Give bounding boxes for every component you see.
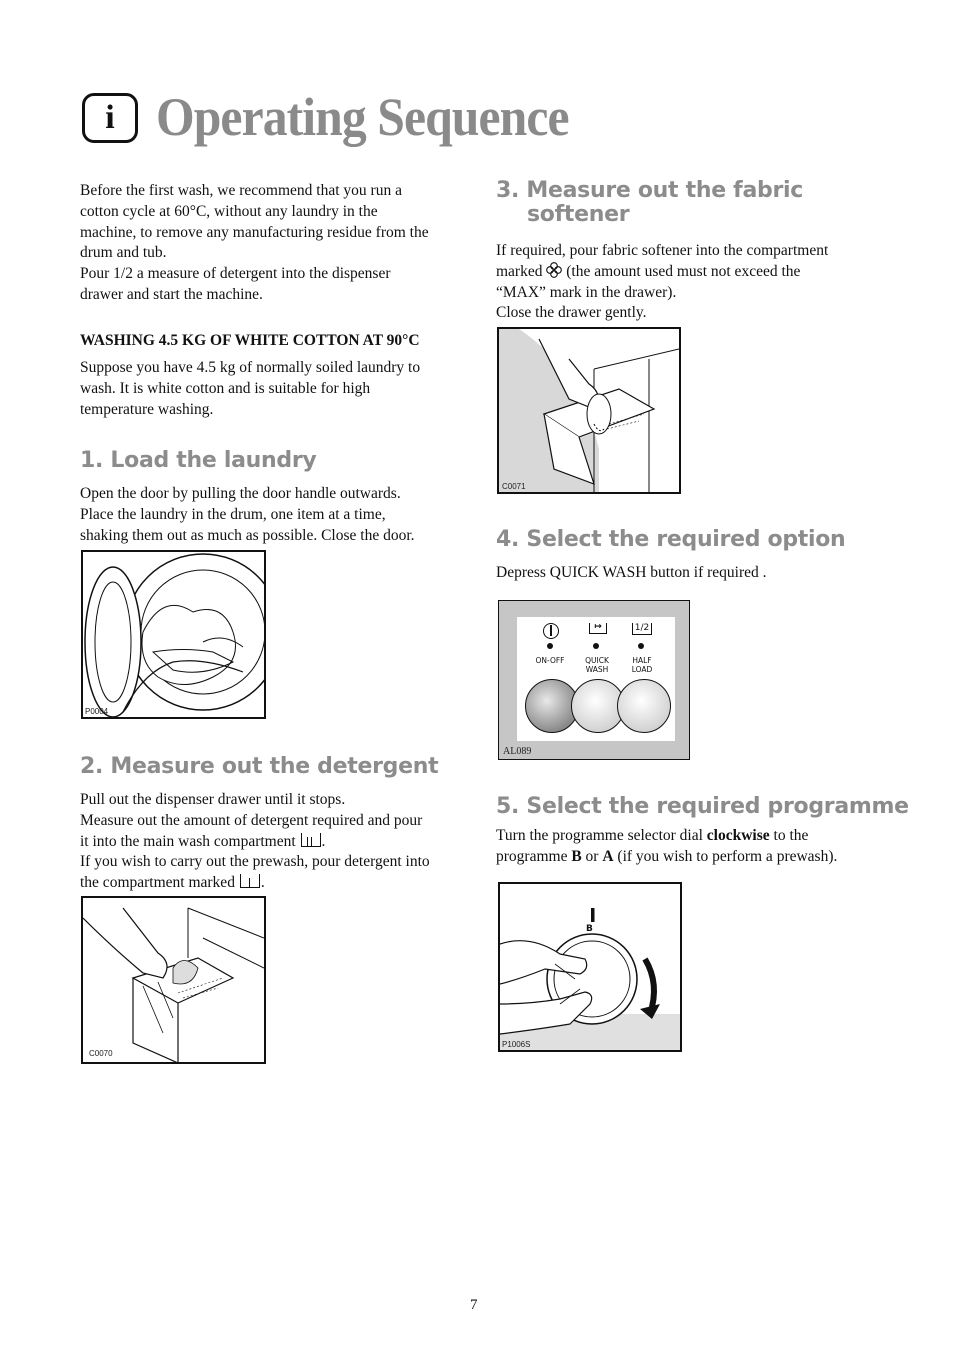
page-title: Operating Sequence <box>156 87 569 147</box>
programme-dial-illustration <box>498 882 682 1052</box>
main-wash-compartment-icon <box>301 833 321 847</box>
step5-heading: 5. Select the required programme <box>496 794 909 819</box>
dial-letter: B <box>586 924 593 934</box>
fabric-softener-icon <box>546 262 562 278</box>
load-laundry-illustration <box>81 550 266 719</box>
figure-code: C0071 <box>502 482 526 491</box>
step4-heading: 4. Select the required option <box>496 527 846 552</box>
softener-drawer-illustration <box>497 327 681 494</box>
step5-paragraph: Turn the programme selector dial clockwise to the programme B or A (if you wish to perform a prewash). <box>496 827 838 865</box>
on-off-icon <box>543 623 559 639</box>
step2-paragraph: Pull out the dispenser drawer until it stops. Measure out the amount of detergent required and pour it into the main wash compartment . If you wish to carry out the prewash, pour detergent into the compartment marked . <box>80 791 430 892</box>
step3-paragraph: If required, pour fabric softener into the compartment marked (the amount used must not exceed the “MAX” mark in the drawer). Close the drawer gently. <box>496 242 829 322</box>
step2-heading: 2. Measure out the detergent <box>80 754 439 779</box>
washing-heading: WASHING 4.5 KG OF WHITE COTTON AT 90°C <box>80 332 420 349</box>
figure-code: P1006S <box>502 1040 531 1049</box>
quick-wash-label: QUICK WASH <box>585 656 609 674</box>
indicator-dot <box>593 643 599 649</box>
half-load-icon: 1/2 <box>632 623 652 635</box>
half-load-button[interactable] <box>617 679 671 733</box>
figure-code: P0004 <box>85 707 109 716</box>
half-load-label: HALF LOAD <box>631 656 653 674</box>
intro-paragraph: Before the first wash, we recommend that you run a cotton cycle at 60°C, without any laundry in the machine, to remove any manufacturing residue from the drum and tub. Pour 1/2 a measure of detergent into the dispenser drawer and start the machine. <box>80 182 429 303</box>
step1-heading: 1. Load the laundry <box>80 448 317 473</box>
quick-wash-icon: ↦ <box>589 623 607 634</box>
info-icon: i <box>82 93 138 143</box>
figure-code: AL089 <box>503 746 532 757</box>
indicator-dot <box>547 643 553 649</box>
detergent-drawer-illustration <box>81 896 266 1064</box>
washing-paragraph: Suppose you have 4.5 kg of normally soiled laundry to wash. It is white cotton and is suitable for high temperature washing. <box>80 359 421 418</box>
figure-code: C0070 <box>89 1049 113 1058</box>
prewash-compartment-icon <box>240 874 260 888</box>
on-off-label: ON-OFF <box>535 656 565 665</box>
control-panel-illustration <box>498 600 690 760</box>
step4-paragraph: Depress QUICK WASH button if required . <box>496 564 767 581</box>
step1-paragraph: Open the door by pulling the door handle outwards. Place the laundry in the drum, one item at a time, shaking them out as much as possible. Close the door. <box>80 485 415 544</box>
indicator-dot <box>638 643 644 649</box>
step3-heading: 3. Measure out the fabric softener <box>496 178 803 227</box>
page-number: 7 <box>470 1297 478 1313</box>
